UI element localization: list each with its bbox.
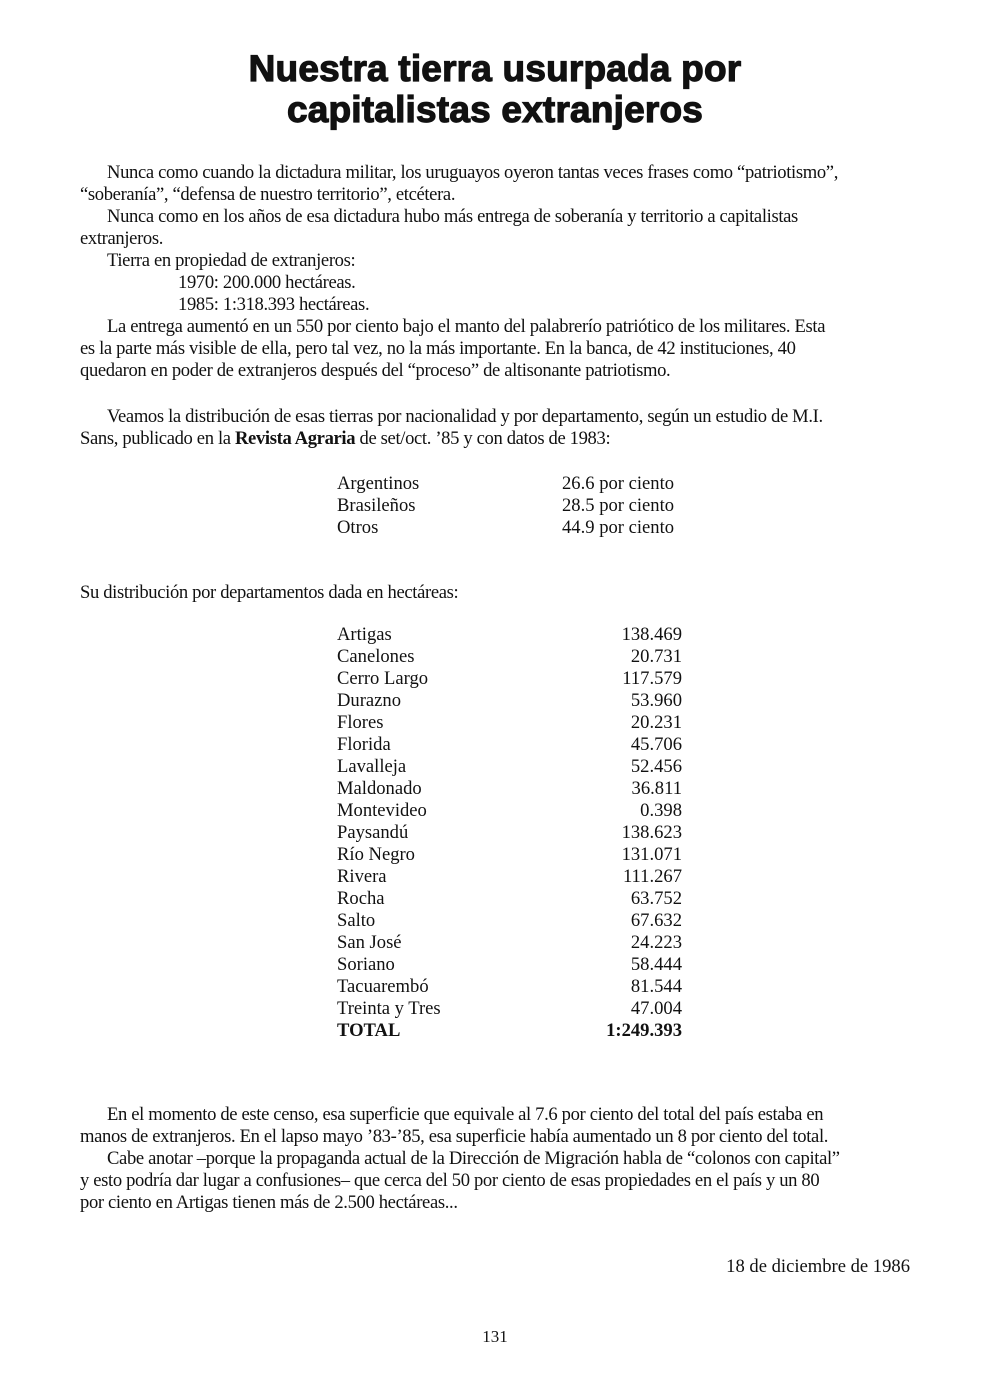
- table-row: [337, 932, 682, 954]
- study-line2: [80, 428, 912, 450]
- department-value: 36.811: [631, 778, 682, 799]
- department-value: 81.544: [630, 976, 682, 997]
- intro-section: [80, 162, 912, 382]
- department-value: 131.071: [621, 844, 682, 865]
- study-line1: Veamos la distribución de esas tierras por nacionalidad y por departamento, según un estudio de M.I.: [107, 406, 823, 427]
- department-value: 138.623: [621, 822, 682, 843]
- page-number: 131: [482, 1327, 508, 1346]
- table-row: [337, 495, 697, 517]
- department-value: 138.469: [621, 624, 682, 645]
- intro-p1-line2: “soberanía”, “defensa de nuestro territorio”, etcétera.: [80, 184, 456, 205]
- total-label: TOTAL: [337, 1020, 401, 1041]
- total-row: [337, 1020, 682, 1042]
- table-row: [337, 954, 682, 976]
- department-table: [337, 624, 682, 1042]
- article-date: 18 de diciembre de 1986: [726, 1256, 910, 1277]
- nationality-label: Brasileños: [337, 495, 416, 516]
- closing-p2-line3: por ciento en Artigas tienen más de 2.500 hectáreas...: [80, 1192, 458, 1213]
- department-label: Lavalleja: [337, 756, 407, 777]
- study-line2-post: de set/oct. ’85 y con datos de 1983:: [355, 428, 611, 449]
- department-heading: Su distribución por departamentos dada en hectáreas:: [80, 582, 459, 603]
- intro-p2-line2: extranjeros.: [80, 228, 164, 249]
- department-label: Canelones: [337, 646, 415, 667]
- journal-name: Revista Agraria: [234, 428, 356, 449]
- closing-p2-line1: Cabe anotar –porque la propaganda actual de la Dirección de Migración habla de “colonos con capital”: [107, 1148, 840, 1169]
- table-row: [337, 473, 697, 495]
- closing-p1-line1: En el momento de este censo, esa superficie que equivale al 7.6 por ciento del total del país estaba en: [107, 1104, 824, 1125]
- intro-p4-line2: es la parte más visible de ella, pero tal vez, no la más importante. En la banca, de 42 instituciones, 40: [80, 338, 796, 359]
- department-value: 20.731: [630, 646, 682, 667]
- department-label: Treinta y Tres: [337, 998, 441, 1019]
- department-label: Durazno: [337, 690, 402, 711]
- nationality-label: Otros: [337, 517, 379, 538]
- department-label: Cerro Largo: [337, 668, 429, 689]
- department-label: Salto: [337, 910, 376, 931]
- table-row: [337, 866, 682, 888]
- table-row: [337, 998, 682, 1020]
- department-value: 0.398: [640, 800, 682, 821]
- intro-p1-line1: Nunca como cuando la dictadura militar, los uruguayos oyeron tantas veces frases como “patriotismo”,: [107, 162, 839, 183]
- table-row: [337, 712, 682, 734]
- closing-p1-line2: manos de extranjeros. En el lapso mayo ’83-’85, esa superficie había aumentado un 8 por ciento del total.: [80, 1126, 829, 1147]
- table-row: [337, 690, 682, 712]
- article-title: [0, 48, 990, 130]
- table-row: [337, 822, 682, 844]
- nationality-label: Argentinos: [337, 473, 420, 494]
- department-label: Río Negro: [337, 844, 415, 865]
- table-row: [337, 646, 682, 668]
- department-value: 53.960: [630, 690, 682, 711]
- department-label: Rivera: [337, 866, 387, 887]
- intro-p4-line3: quedaron en poder de extranjeros después del “proceso” de altisonante patriotismo.: [80, 360, 671, 381]
- study-line2-pre: Sans, publicado en la: [80, 428, 235, 449]
- table-row: [337, 756, 682, 778]
- department-label: Flores: [337, 712, 384, 733]
- nationality-value: 44.9 por ciento: [562, 517, 675, 538]
- intro-p3: Tierra en propiedad de extranjeros:: [107, 250, 356, 271]
- total-value: 1:249.393: [606, 1020, 682, 1041]
- closing-section: [80, 1104, 912, 1214]
- department-label: Rocha: [337, 888, 385, 909]
- nationality-value: 26.6 por ciento: [562, 473, 675, 494]
- table-row: [337, 668, 682, 690]
- department-value: 20.231: [630, 712, 682, 733]
- department-value: 111.267: [622, 866, 682, 887]
- department-label: Soriano: [337, 954, 395, 975]
- title-line-2: capitalistas extranjeros: [286, 89, 704, 130]
- closing-p2-line2: y esto podría dar lugar a confusiones– que cerca del 50 por ciento de esas propiedades en el país y un 80: [80, 1170, 820, 1191]
- table-row: [337, 910, 682, 932]
- department-label: Florida: [337, 734, 391, 755]
- title-line-1: Nuestra tierra usurpada por: [248, 48, 742, 89]
- table-row: [337, 778, 682, 800]
- study-section: [80, 406, 912, 450]
- land-1985: 1985: 1:318.393 hectáreas.: [178, 294, 370, 315]
- department-label: Montevideo: [337, 800, 427, 821]
- department-value: 45.706: [630, 734, 682, 755]
- department-heading-block: [80, 582, 912, 604]
- department-value: 67.632: [630, 910, 682, 931]
- department-value: 117.579: [622, 668, 682, 689]
- intro-p2-line1: Nunca como en los años de esa dictadura hubo más entrega de soberanía y territorio a capitalistas: [107, 206, 798, 227]
- department-value: 52.456: [630, 756, 682, 777]
- department-value: 47.004: [630, 998, 682, 1019]
- department-label: Paysandú: [337, 822, 409, 843]
- table-row: [337, 888, 682, 910]
- department-label: Tacuarembó: [337, 976, 429, 997]
- table-row: [337, 624, 682, 646]
- nationality-value: 28.5 por ciento: [562, 495, 675, 516]
- department-label: Maldonado: [337, 778, 422, 799]
- department-value: 63.752: [630, 888, 682, 909]
- intro-p4-line1: La entrega aumentó en un 550 por ciento bajo el manto del palabrerío patriótico de los militares. Esta: [107, 316, 826, 337]
- department-value: 58.444: [630, 954, 682, 975]
- table-row: [337, 844, 682, 866]
- land-1970: 1970: 200.000 hectáreas.: [178, 272, 356, 293]
- table-row: [337, 800, 682, 822]
- department-label: San José: [337, 932, 402, 953]
- nationality-table: [337, 473, 697, 539]
- table-row: [337, 734, 682, 756]
- department-label: Artigas: [337, 624, 392, 645]
- department-value: 24.223: [630, 932, 682, 953]
- table-row: [337, 517, 697, 539]
- table-row: [337, 976, 682, 998]
